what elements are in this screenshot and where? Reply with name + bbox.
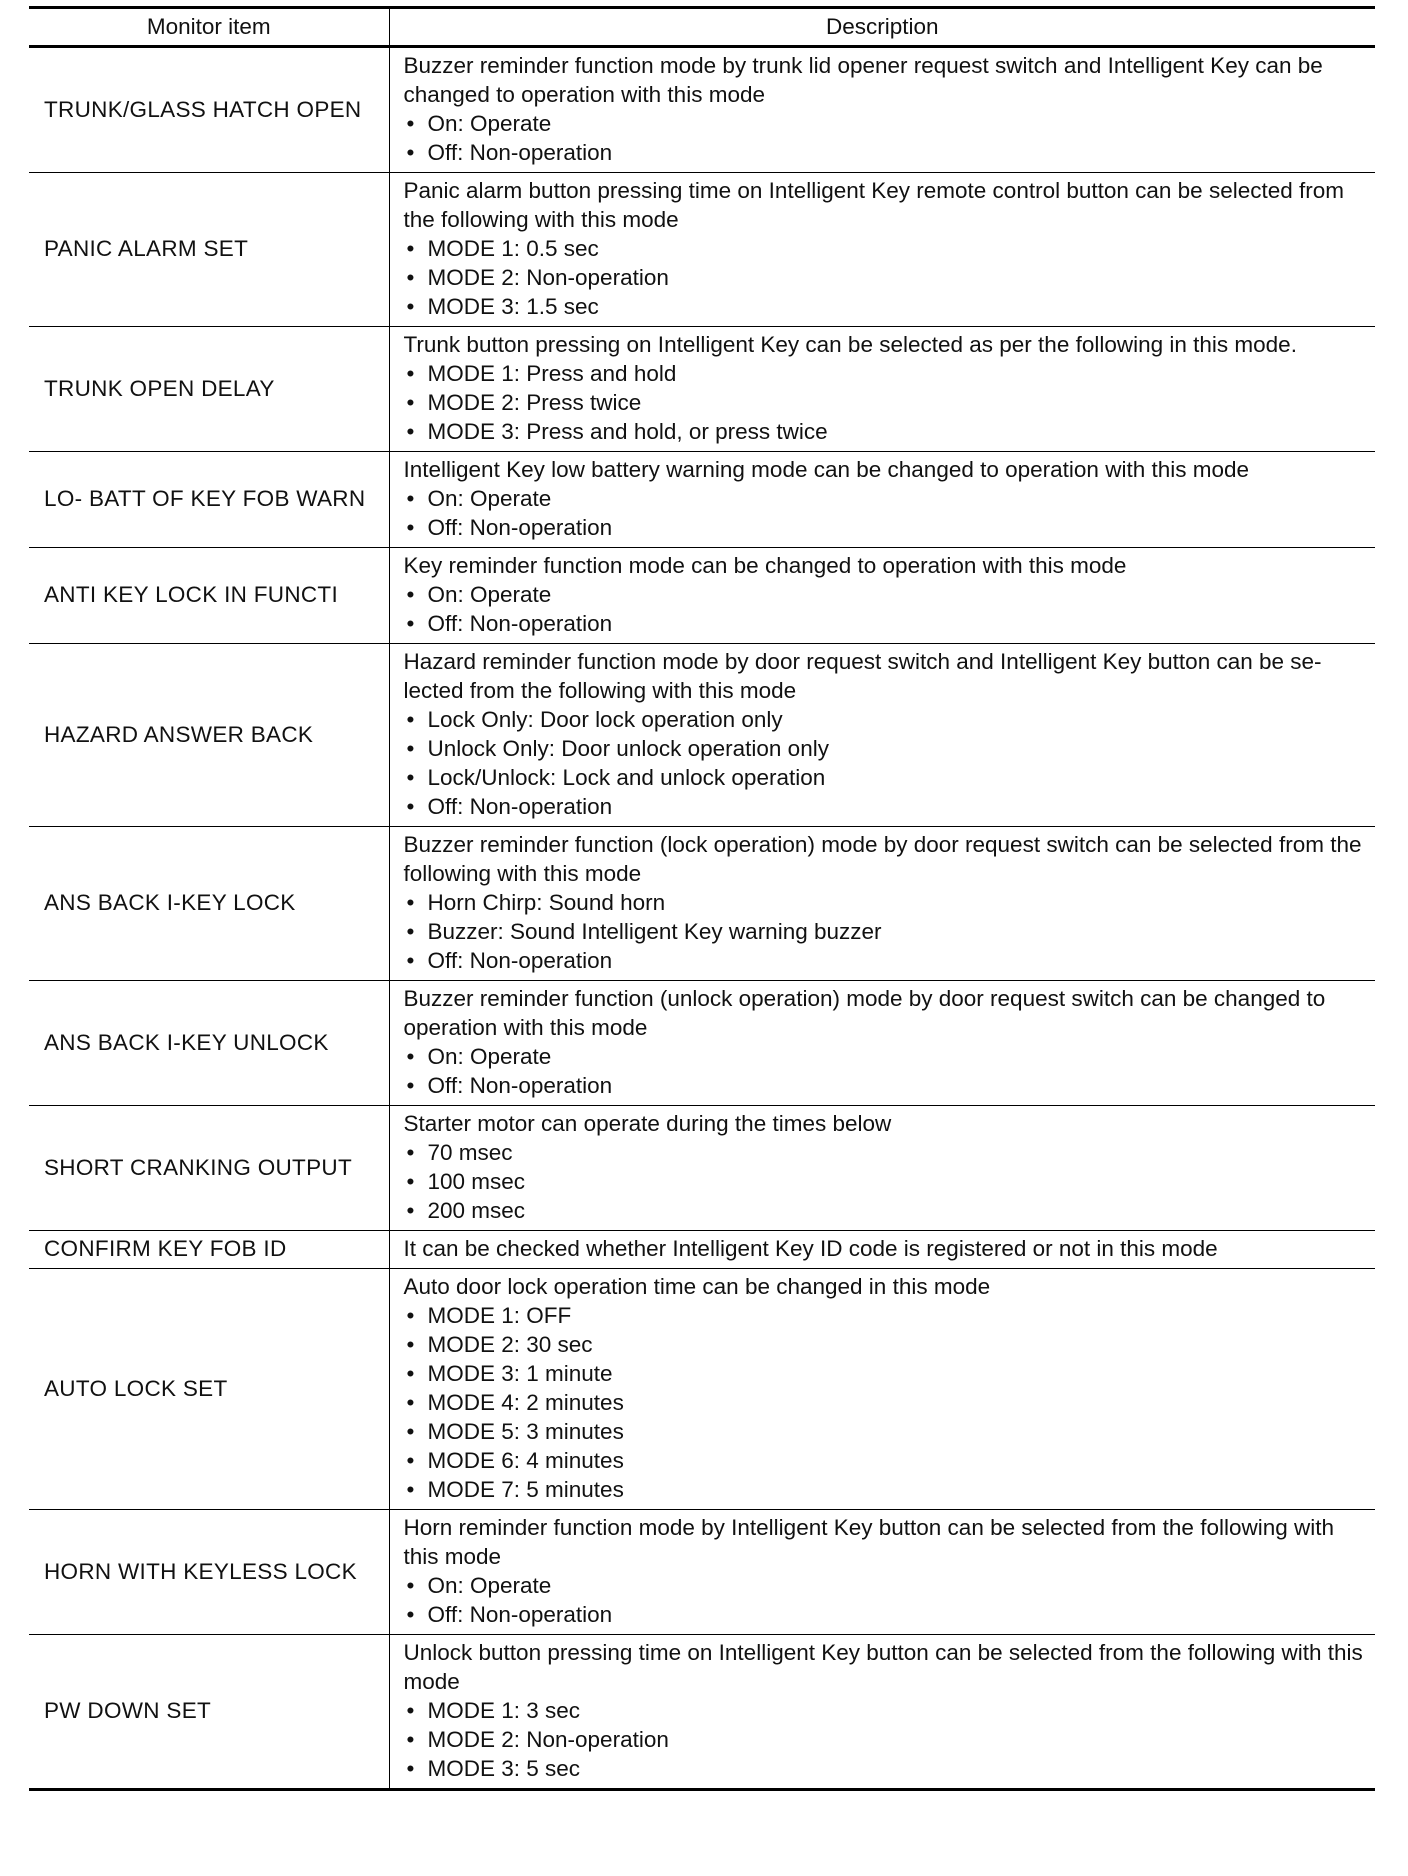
option-item: • On: Operate — [404, 1042, 1368, 1071]
description-text: Trunk button pressing on Intelligent Key can be selected as per the following in this mode. — [403, 332, 1297, 357]
option-list — [404, 705, 1368, 821]
monitor-item-cell: CONFIRM KEY FOB ID — [29, 1231, 389, 1269]
monitor-item-table — [29, 6, 1375, 1791]
description-text: Intelligent Key low battery warning mode can be changed to operation with this mode — [403, 457, 1250, 482]
option-item: • MODE 1: Press and hold — [404, 359, 1368, 388]
description-cell — [389, 173, 1375, 327]
option-list — [404, 1042, 1368, 1100]
option-item: • On: Operate — [404, 484, 1368, 513]
monitor-item-cell: ANS BACK I-KEY LOCK — [29, 827, 389, 981]
option-item: • MODE 4: 2 minutes — [404, 1388, 1368, 1417]
description-text: Horn reminder function mode by Intelligent Key button can be selected from the following with this mode — [403, 1515, 1335, 1569]
description-text: Auto door lock operation time can be changed in this mode — [403, 1274, 991, 1299]
option-item: • Unlock Only: Door unlock operation only — [404, 734, 1368, 763]
description-cell — [389, 1231, 1375, 1269]
option-item: • MODE 5: 3 minutes — [404, 1417, 1368, 1446]
table-row — [29, 1231, 1375, 1269]
option-item: • Off: Non-operation — [404, 946, 1368, 975]
description-text: Buzzer reminder function (unlock operation) mode by door request switch can be changed to operation with this mode — [403, 986, 1326, 1040]
monitor-item-cell: PANIC ALARM SET — [29, 173, 389, 327]
option-item: • MODE 1: 3 sec — [404, 1696, 1368, 1725]
description-cell — [389, 644, 1375, 827]
option-item: • MODE 3: Press and hold, or press twice — [404, 417, 1368, 446]
table-row — [29, 47, 1375, 173]
option-item: • 100 msec — [404, 1167, 1368, 1196]
monitor-item-cell: AUTO LOCK SET — [29, 1269, 389, 1510]
option-item: • MODE 2: Non-operation — [404, 1725, 1368, 1754]
description-text: Unlock button pressing time on Intelligent Key button can be selected from the following with this mode — [403, 1640, 1363, 1694]
table-row — [29, 1510, 1375, 1635]
monitor-item-cell: LO- BATT OF KEY FOB WARN — [29, 452, 389, 548]
option-item: • MODE 3: 1 minute — [404, 1359, 1368, 1388]
option-list — [404, 1696, 1368, 1783]
description-cell — [389, 1269, 1375, 1510]
option-item: • 200 msec — [404, 1196, 1368, 1225]
monitor-item-cell: ANTI KEY LOCK IN FUNCTI — [29, 548, 389, 644]
option-item: • Lock Only: Door lock operation only — [404, 705, 1368, 734]
description-cell — [389, 47, 1375, 173]
option-item: • Off: Non-operation — [404, 138, 1368, 167]
option-item: • Off: Non-operation — [404, 513, 1368, 542]
description-text: It can be checked whether Intelligent Key ID code is registered or not in this mode — [403, 1236, 1218, 1261]
table-row — [29, 548, 1375, 644]
description-text: Key reminder function mode can be changed to operation with this mode — [403, 553, 1127, 578]
description-cell — [389, 981, 1375, 1106]
description-cell — [389, 827, 1375, 981]
table-row — [29, 981, 1375, 1106]
description-cell — [389, 452, 1375, 548]
option-item: • MODE 3: 5 sec — [404, 1754, 1368, 1783]
description-cell — [389, 1106, 1375, 1231]
description-text: Hazard reminder function mode by door request switch and Intelligent Key button can be se-lected from the following with this mode — [403, 649, 1322, 703]
monitor-item-document — [29, 6, 1375, 1791]
table-row — [29, 1635, 1375, 1790]
option-item: • Off: Non-operation — [404, 1071, 1368, 1100]
option-item: • MODE 7: 5 minutes — [404, 1475, 1368, 1504]
option-item: • 70 msec — [404, 1138, 1368, 1167]
option-item: • Off: Non-operation — [404, 609, 1368, 638]
table-row — [29, 327, 1375, 452]
header-row — [29, 8, 1375, 47]
option-item: • On: Operate — [404, 580, 1368, 609]
table-row — [29, 644, 1375, 827]
monitor-item-cell: TRUNK OPEN DELAY — [29, 327, 389, 452]
monitor-item-cell: SHORT CRANKING OUTPUT — [29, 1106, 389, 1231]
table-row — [29, 173, 1375, 327]
option-list — [404, 109, 1368, 167]
option-list — [404, 234, 1368, 321]
table-body — [29, 47, 1375, 1790]
monitor-item-cell: TRUNK/GLASS HATCH OPEN — [29, 47, 389, 173]
description-text: Buzzer reminder function mode by trunk lid opener request switch and Intelligent Key can be changed to operation with this mode — [403, 53, 1323, 107]
option-item: • MODE 3: 1.5 sec — [404, 292, 1368, 321]
option-item: • On: Operate — [404, 1571, 1368, 1600]
option-item: • MODE 6: 4 minutes — [404, 1446, 1368, 1475]
description-cell — [389, 327, 1375, 452]
header-monitor-item: Monitor item — [29, 8, 389, 47]
option-list — [404, 1571, 1368, 1629]
option-item: • Buzzer: Sound Intelligent Key warning buzzer — [404, 917, 1368, 946]
option-item: • On: Operate — [404, 109, 1368, 138]
option-item: • MODE 2: Non-operation — [404, 263, 1368, 292]
table-row — [29, 1269, 1375, 1510]
monitor-item-cell: PW DOWN SET — [29, 1635, 389, 1790]
option-list — [404, 1301, 1368, 1504]
table-header — [29, 8, 1375, 47]
monitor-item-cell: HAZARD ANSWER BACK — [29, 644, 389, 827]
option-item: • Horn Chirp: Sound horn — [404, 888, 1368, 917]
description-cell — [389, 1635, 1375, 1790]
table-row — [29, 1106, 1375, 1231]
table-row — [29, 452, 1375, 548]
option-list — [404, 359, 1368, 446]
option-list — [404, 580, 1368, 638]
option-item: • MODE 1: 0.5 sec — [404, 234, 1368, 263]
monitor-item-cell: HORN WITH KEYLESS LOCK — [29, 1510, 389, 1635]
description-text: Starter motor can operate during the times below — [403, 1111, 892, 1136]
description-cell — [389, 1510, 1375, 1635]
option-item: • MODE 2: 30 sec — [404, 1330, 1368, 1359]
header-description: Description — [825, 14, 939, 39]
description-text: Panic alarm button pressing time on Intelligent Key remote control button can be selected from the following with this mode — [403, 178, 1345, 232]
option-list — [404, 1138, 1368, 1225]
option-list — [404, 484, 1368, 542]
option-item: • Lock/Unlock: Lock and unlock operation — [404, 763, 1368, 792]
option-list — [404, 888, 1368, 975]
option-item: • Off: Non-operation — [404, 1600, 1368, 1629]
option-item: • Off: Non-operation — [404, 792, 1368, 821]
description-text: Buzzer reminder function (lock operation) mode by door request switch can be selected from the following with this mode — [403, 832, 1362, 886]
monitor-item-cell: ANS BACK I-KEY UNLOCK — [29, 981, 389, 1106]
option-item: • MODE 1: OFF — [404, 1301, 1368, 1330]
table-row — [29, 827, 1375, 981]
option-item: • MODE 2: Press twice — [404, 388, 1368, 417]
description-cell — [389, 548, 1375, 644]
